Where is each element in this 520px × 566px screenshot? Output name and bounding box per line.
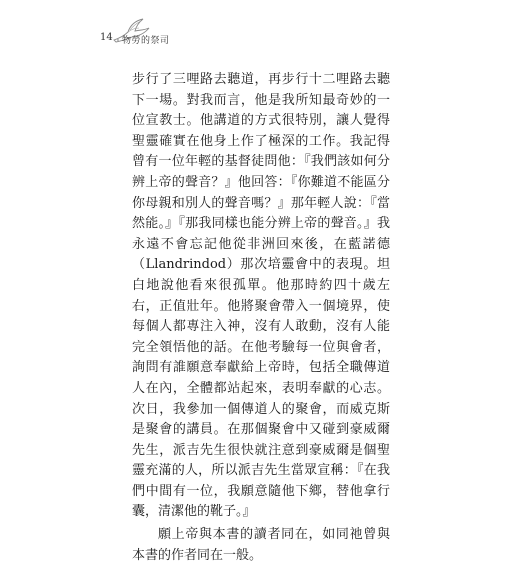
- running-title: 物勞的祭司: [122, 36, 170, 46]
- paragraph: 願上帝與本書的讀者同在，如同祂曾與本書的作者同在一般。: [132, 527, 390, 563]
- paragraph: 步行了三哩路去聽道，再步行十二哩路去聽下一場。對我而言，他是我所知最奇妙的一位宣教士。他講道的方式很特別，讓人覺得聖靈確實在他身上作了極深的工作。我記得曾有一位年輕的基督徒問他：『我們該如何分辨上帝的聲音？』他回答：『你難道不能區分你母親和別人的聲音嗎？』那年輕人說：『當然能。』『那我同樣也能分辨上帝的聲音。』我永遠不會忘記他從非洲回來後，在藍諾德（Llandrindod）那次培靈會中的表現。坦白地說他看來很孤單。他那時約四十歲左右，正值壯年。他將聚會帶入一個境界，使每個人都專注入神，沒有人敢動，沒有人能完全領悟他的話。在他考驗每一位與會者，詢問有誰願意奉獻給上帝時，包括全職傳道人在內，全體都站起來，表明奉獻的心志。次日，我參加一個傳道人的聚會，而威克斯是聚會的講員。在那個聚會中又碰到豪威爾先生，派吉先生很快就注意到豪威爾是個聖靈充滿的人，所以派吉先生當眾宣稱：『在我們中間有一位，我願意隨他下鄉，替他拿行囊，清潔他的靴子。』: [132, 72, 390, 520]
- page-header: [100, 18, 220, 48]
- body-text: [132, 70, 390, 566]
- page-number: 14: [100, 32, 113, 43]
